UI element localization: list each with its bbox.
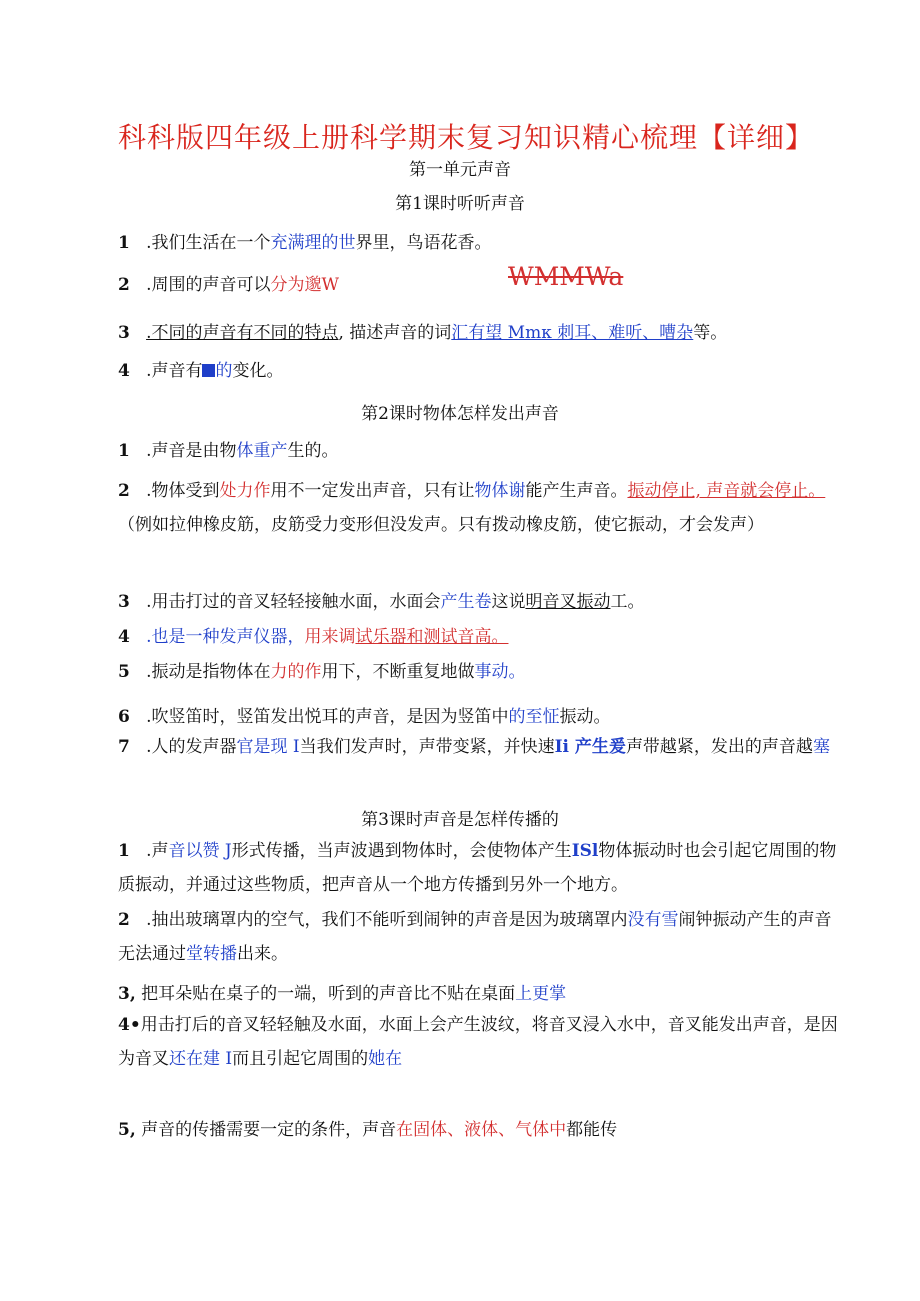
lesson1-item-2: 2 .周围的声音可以分为邈W <box>118 275 339 295</box>
lesson3-heading: 第3课时声音是怎样传播的 <box>361 810 559 830</box>
lesson1-item-4: 4 .声音有 的变化。 <box>118 361 284 381</box>
lesson2-item-4: 4 .也是一种发声仪器，用来调试乐器和测试音高。 <box>118 627 509 647</box>
lesson3-item-3: 3, 把耳朵贴在桌子的一端，听到的声音比不贴在桌面上更掌 <box>118 984 567 1004</box>
lesson2-item-2: 2 .物体受到处力作用不一定发出声音，只有让物体谢能产生声音。振动停止, 声音就会停止。（例如拉伸橡皮筋，皮筋受力变形但没发声。只有拨动橡皮筋，使它振动，才会发声） <box>118 481 826 535</box>
lesson1-heading: 第1课时听听声音 <box>395 194 525 214</box>
unit-heading: 第一单元声音 <box>409 160 511 180</box>
lesson1-item-1: 1 .我们生活在一个充满理的世界里，鸟语花香。 <box>118 233 492 253</box>
lesson2-item-7: 7 .人的发声器官是现 I当我们发声时，声带变紧，并快速Ii 产生爰声带越紧，发出的声音越塞 <box>118 737 830 757</box>
document-title: 科科版四年级上册科学期末复习知识精心梳理【详细】 <box>118 121 815 154</box>
struck-handwriting-stamp: WMMWa <box>508 262 624 291</box>
lesson2-item-6: 6 .吹竖笛时，竖笛发出悦耳的声音，是因为竖笛中的至怔振动。 <box>118 707 611 727</box>
lesson3-item-5: 5, 声音的传播需要一定的条件，声音在固体、液体、气体中都能传 <box>118 1120 618 1140</box>
lesson2-item-1: 1 .声音是由物体重产生的。 <box>118 441 339 461</box>
lesson3-item-2: 2 .抽出玻璃罩内的空气，我们不能听到闹钟的声音是因为玻璃罩内没有雪闹钟振动产生的声音无法通过堂转播出来。 <box>118 910 832 964</box>
lesson3-item-4: 4•用击打后的音叉轻轻触及水面，水面上会产生波纹，将音叉浸入水中，音叉能发出声音，是因为音叉还在建 I而且引起它周围的她在 <box>118 1015 838 1069</box>
blue-square-mark <box>202 364 215 377</box>
lesson3-item-1: 1 .声音以赞 J形式传播，当声波遇到物体时，会使物体产生ISl物体振动时也会引起它周围的物质振动，并通过这些物质，把声音从一个地方传播到另外一个地方。 <box>118 841 837 895</box>
lesson2-item-5: 5 .振动是指物体在力的作用下，不断重复地做事动。 <box>118 662 526 682</box>
lesson1-item-3: 3 .不同的声音有不同的特点, 描述声音的词汇有望 Mmк 刺耳、难听、嘈杂等。 <box>118 323 728 343</box>
lesson2-item-3: 3 .用击打过的音叉轻轻接触水面，水面会产生卷这说明音叉振动工。 <box>118 592 645 612</box>
lesson2-heading: 第2课时物体怎样发出声音 <box>361 404 559 424</box>
